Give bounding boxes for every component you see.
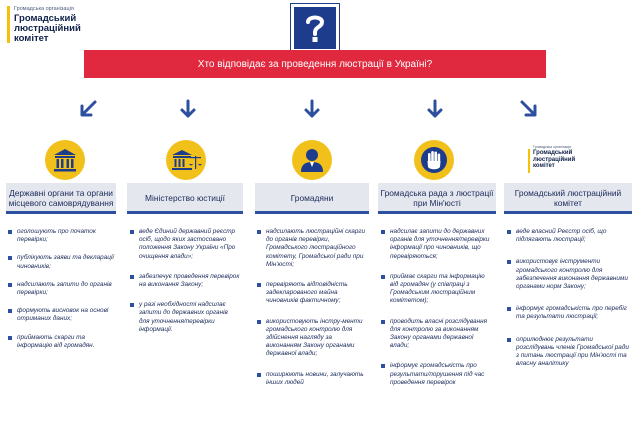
logo-title (14, 14, 81, 44)
question-mark-icon (291, 4, 339, 52)
header-underline (255, 211, 369, 214)
column-header-citizens: Громадяни (255, 183, 369, 213)
list-item: публікують заяви та декларації чиновників; (8, 254, 114, 270)
logo-subtitle: Громадська організація (533, 145, 572, 149)
logo-title (533, 150, 575, 170)
list-item: інформує громадськість про результати/порушення під час проведення перевірок (381, 362, 494, 387)
committee-logo (528, 143, 590, 177)
raised-hand-icon (414, 140, 454, 180)
ministry-duties-list (130, 228, 240, 334)
column-header-committee: Громадський люстраційний комітет (504, 183, 632, 213)
list-item: формують висновок на основі отриманих даних; (8, 307, 114, 323)
list-item: веде власний Реєстр осіб, що підлягають люстрації; (507, 228, 631, 244)
committee-duties-list (507, 228, 631, 368)
column-header-public-council: Громадська рада з люстрації при Мін'юсті (378, 183, 496, 213)
arrow-down-left-icon (77, 98, 99, 120)
logo-title-line: люстраційний (14, 23, 81, 34)
list-item: використовує інструменти громадського контролю для забезпечення виконання державними органами норм Закону; (507, 258, 631, 291)
list-item: поширюють новини, залучають інших людей (257, 371, 367, 387)
state-bodies-duties-list (8, 228, 114, 350)
list-item: використовують інстру-менти громадського контролю для здійснення нагляду за виконанням Закону органами державної влади; (257, 318, 367, 359)
arrow-down-icon (424, 98, 446, 120)
logo-subtitle: Громадська організація (14, 6, 74, 12)
citizens-duties-list (257, 228, 367, 387)
logo-title-line: Громадський (533, 150, 573, 156)
header-underline (127, 211, 243, 214)
main-question-banner: Хто відповідає за проведення люстрації в Україні? (84, 50, 546, 78)
header-underline (504, 211, 632, 214)
list-item: надсилають запити до органів перевірки; (8, 281, 114, 297)
column-header-ministry: Міністерство юстиції (127, 183, 243, 213)
list-item: забезпечує проведення перевірок на виконання Закону; (130, 273, 240, 289)
logo-title-line: комітет (14, 33, 49, 44)
list-item: у разі необхідності надсилає запити до державних органів для уточнення/перевірки інформації. (130, 301, 240, 334)
list-item: оприлюднює результати розслідувань членів Громадської ради з питань люстрації при Мін'юсті та власну аналітику (507, 336, 631, 369)
column-header-state-bodies: Державні органи та органи місцевого самоврядування (6, 183, 116, 213)
list-item: оголошують про початок перевірки; (8, 228, 114, 244)
list-item: інформує громадськість про перебіг та результати люстрації; (507, 305, 631, 321)
logo-title-line: люстраційний (533, 156, 576, 163)
arrow-down-icon (301, 98, 323, 120)
list-item: приймає скарги та інформацію від громадян (у співпраці з Громадським люстраційним комітетом); (381, 273, 494, 306)
logo-accent-bar (7, 6, 10, 43)
list-item: проводить власні розслідування для контролю за виконанням Закону органами державної влади; (381, 318, 494, 351)
header-underline (6, 211, 116, 214)
list-item: надсилає запити до державних органів для уточнення/перевірки інформації про чиновників, що перевіряються; (381, 228, 494, 261)
government-building-icon (45, 140, 85, 180)
list-item: приймають скарги та інформацію від громадян. (8, 334, 114, 350)
logo-title-line: комітет (533, 163, 555, 169)
ministry-justice-scales-icon (166, 140, 206, 180)
header-underline (378, 211, 496, 214)
list-item: надсилають люстраційні скарги до органів перевірки, Громадського люстраційного комітету, Громадської ради при Мін'юсті; (257, 228, 367, 269)
arrow-down-right-icon (518, 98, 540, 120)
logo-accent-bar (528, 149, 530, 173)
list-item: перевіряють відповідність задекларованого майна чиновників фактичному; (257, 281, 367, 306)
arrow-down-icon (177, 98, 199, 120)
citizen-person-icon (292, 140, 332, 180)
list-item: веде Єдиний державний реєстр осіб, щодо яких застосовано положення Закону України «Про очищення влади»; (130, 228, 240, 261)
logo-title-line: Громадський (14, 13, 77, 24)
public-council-duties-list (381, 228, 494, 387)
